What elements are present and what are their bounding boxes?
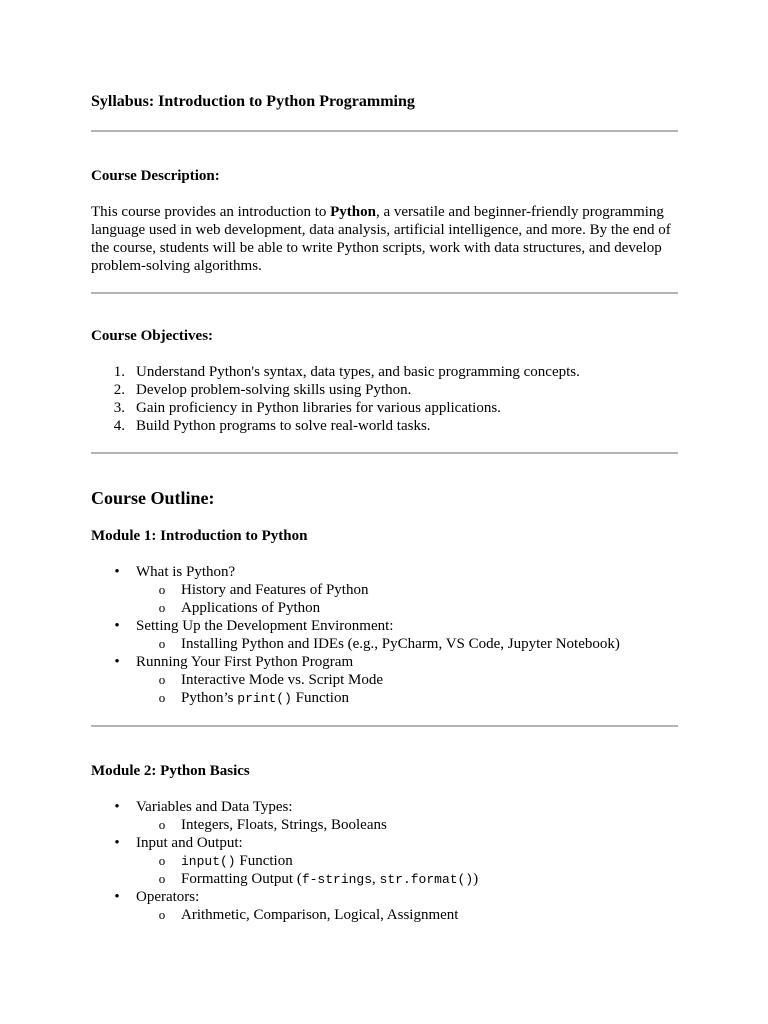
bullet-icon: •: [114, 835, 120, 851]
list-number: 4.: [113, 418, 125, 434]
list-item-text: [181, 689, 349, 708]
text-fragment: Function: [235, 853, 293, 869]
code-fragment: str.format(): [379, 872, 474, 887]
list-item-text: Setting Up the Development Environment:: [136, 618, 394, 634]
list-item-text: Understand Python's syntax, data types, and basic programming concepts.: [136, 364, 580, 380]
list-item-text: Operators:: [136, 889, 200, 905]
divider: [91, 130, 678, 132]
page-title: Syllabus: Introduction to Python Programming: [91, 93, 415, 110]
list-number: 2.: [113, 382, 125, 398]
list-item-text: What is Python?: [136, 564, 236, 580]
bullet-icon: •: [114, 654, 120, 670]
section-heading-outline: Course Outline:: [91, 488, 215, 508]
list-item-text: Build Python programs to solve real-world tasks.: [136, 418, 431, 434]
text-fragment: ): [473, 871, 479, 887]
list-item-text: Applications of Python: [181, 600, 321, 616]
sub-bullet-icon: o: [158, 600, 166, 615]
text-fragment: ,: [372, 871, 380, 887]
bullet-icon: •: [114, 618, 120, 634]
list-item-text: [181, 852, 293, 871]
list-number: 1.: [113, 364, 125, 380]
bullet-icon: •: [114, 564, 120, 580]
list-item-text: Variables and Data Types:: [136, 799, 293, 815]
list-item-text: Input and Output:: [136, 835, 243, 851]
list-number: 3.: [113, 400, 125, 416]
sub-bullet-icon: o: [158, 871, 166, 886]
divider: [91, 292, 678, 294]
list-item-text: Develop problem-solving skills using Python.: [136, 382, 412, 398]
module-1-heading: Module 1: Introduction to Python: [91, 528, 308, 544]
bullet-icon: •: [114, 799, 120, 815]
text-fragment: Function: [291, 690, 349, 706]
list-item-text: Arithmetic, Comparison, Logical, Assignment: [181, 907, 459, 923]
description-text-pre: This course provides an introduction to: [91, 204, 331, 220]
list-item-text: Integers, Floats, Strings, Booleans: [181, 817, 387, 833]
description-paragraph: [91, 203, 678, 275]
list-item-text: [181, 870, 478, 889]
text-fragment: Python’s: [181, 690, 238, 706]
divider: [91, 725, 678, 727]
description-text-bold: Python: [330, 204, 376, 220]
module-2-heading: Module 2: Python Basics: [91, 763, 250, 779]
bullet-icon: •: [114, 889, 120, 905]
code-fragment: f-strings: [301, 872, 373, 887]
list-item-text: History and Features of Python: [181, 582, 369, 598]
list-item-text: Running Your First Python Program: [136, 654, 354, 670]
section-heading-description: Course Description:: [91, 168, 220, 184]
code-fragment: input(): [181, 854, 236, 869]
sub-bullet-icon: o: [158, 690, 166, 705]
divider: [91, 452, 678, 454]
list-item-text: Installing Python and IDEs (e.g., PyCharm, VS Code, Jupyter Notebook): [181, 636, 620, 652]
sub-bullet-icon: o: [158, 672, 166, 687]
code-fragment: print(): [237, 691, 292, 706]
text-fragment: Formatting Output (: [181, 871, 302, 887]
description-text-post: , a versatile and beginner-friendly programming language used in web development, data analysis, artificial intelligence, and more. By the end of the course, students will be able to write Python scripts, work with data structures, and develop problem-solving algorithms.: [91, 204, 671, 274]
sub-bullet-icon: o: [158, 853, 166, 868]
sub-bullet-icon: o: [158, 636, 166, 651]
sub-bullet-icon: o: [158, 817, 166, 832]
sub-bullet-icon: o: [158, 582, 166, 597]
list-item-text: Gain proficiency in Python libraries for various applications.: [136, 400, 501, 416]
list-item-text: Interactive Mode vs. Script Mode: [181, 672, 384, 688]
sub-bullet-icon: o: [158, 907, 166, 922]
section-heading-objectives: Course Objectives:: [91, 328, 214, 344]
